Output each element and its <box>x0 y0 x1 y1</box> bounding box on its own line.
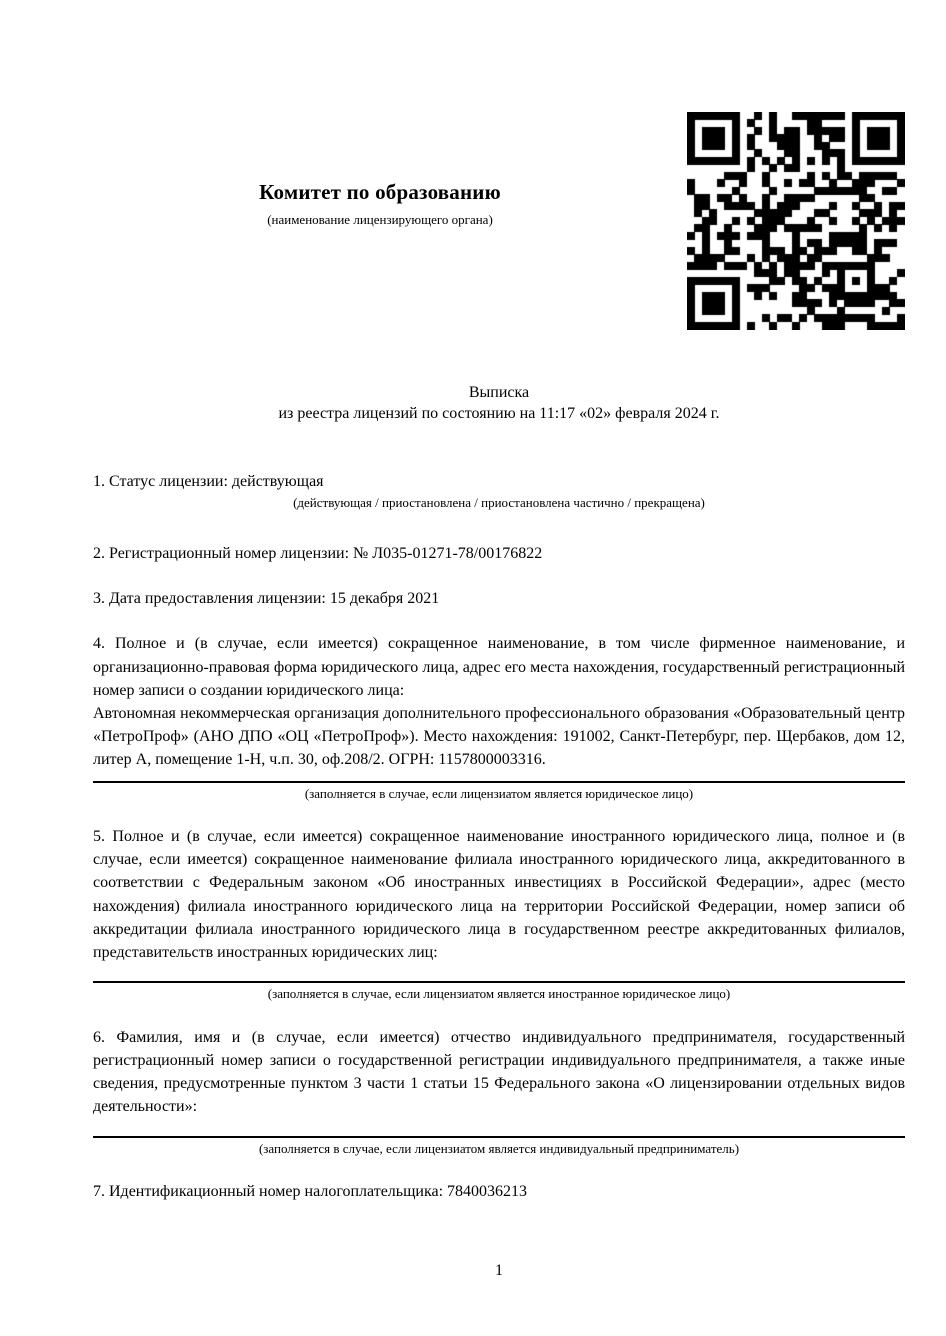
licensing-authority-name: Комитет по образованию <box>259 180 501 204</box>
item-legal-entity <box>93 632 905 801</box>
license-status-caption: (действующая / приостановлена / приостановлена частично / прекращена) <box>293 495 705 511</box>
document-header <box>93 112 905 330</box>
item-individual-entrepreneur <box>93 1026 905 1156</box>
document-title <box>93 382 905 424</box>
qr-code <box>687 112 905 330</box>
license-status-text: 1. Статус лицензии: действующая <box>93 473 324 491</box>
fill-line <box>93 781 905 783</box>
document-title-line2: из реестра лицензий по состоянию на 11:17 «02» февраля 2024 г. <box>278 405 720 423</box>
legal-entity-caption: (заполняется в случае, если лицензиатом является юридическое лицо) <box>304 785 694 801</box>
document-title-line1: Выписка <box>468 384 530 401</box>
item-license-grant-date: 3. Дата предоставления лицензии: 15 декабря 2021 <box>93 590 440 608</box>
foreign-entity-question: 5. Полное и (в случае, если имеется) сокращенное наименование иностранного юридического лица, полное и (в случае, если имеется) сокращенное наименование филиала иностранного юридического лица, аккредитованного в соответствии с Федеральным законом «Об иностранных инвестициях в Российской Федерации», адрес (место нахождения) филиала иностранного юридического лица на территории Российской Федерации, номер записи об аккредитации филиала иностранного юридического лица в государственном реестре аккредитованных филиалов, представительств иностранных юридических лиц: <box>93 828 905 962</box>
item-registration-number: 2. Регистрационный номер лицензии: № Л035-01271-78/00176822 <box>93 545 543 562</box>
licensing-authority-caption: (наименование лицензирующего органа) <box>267 212 493 227</box>
item-license-status <box>93 470 905 511</box>
foreign-entity-caption: (заполняется в случае, если лицензиатом является иностранное юридическое лицо) <box>267 986 731 1002</box>
legal-entity-question: 4. Полное и (в случае, если имеется) сокращенное наименование, в том числе фирменное наименование, и организационно-правовая форма юридического лица, адрес его места нахождения, государственный регистрационный номер записи о создании юридического лица: <box>93 635 905 699</box>
item-taxpayer-number: 7. Идентификационный номер налогоплательщика: 7840036213 <box>93 1183 528 1201</box>
fill-line <box>93 1136 905 1138</box>
fill-line <box>93 981 905 983</box>
individual-entrepreneur-caption: (заполняется в случае, если лицензиатом является индивидуальный предприниматель) <box>258 1140 740 1156</box>
licensing-authority-block <box>93 112 687 228</box>
legal-entity-answer: Автономная некоммерческая организация дополнительного профессионального образования «Образовательный центр «ПетроПроф» (АНО ДПО «ОЦ «ПетроПроф»). Место нахождения: 191002, Санкт-Петербург, пер. Щербаков, дом 12, литер А, помещение 1-Н, ч.п. 30, оф.208/2. ОГРН: 1157800003316. <box>93 704 905 769</box>
item-foreign-entity <box>93 825 905 1002</box>
individual-entrepreneur-question: 6. Фамилия, имя и (в случае, если имеется) отчество индивидуального предпринимателя, государственный регистрационный номер записи о государственной регистрации индивидуального предпринимателя, а также иные сведения, предусмотренные пунктом 3 части 1 статьи 15 Федерального закона «О лицензировании отдельных видов деятельности»: <box>93 1028 905 1116</box>
page-number: 1 <box>495 1262 503 1279</box>
